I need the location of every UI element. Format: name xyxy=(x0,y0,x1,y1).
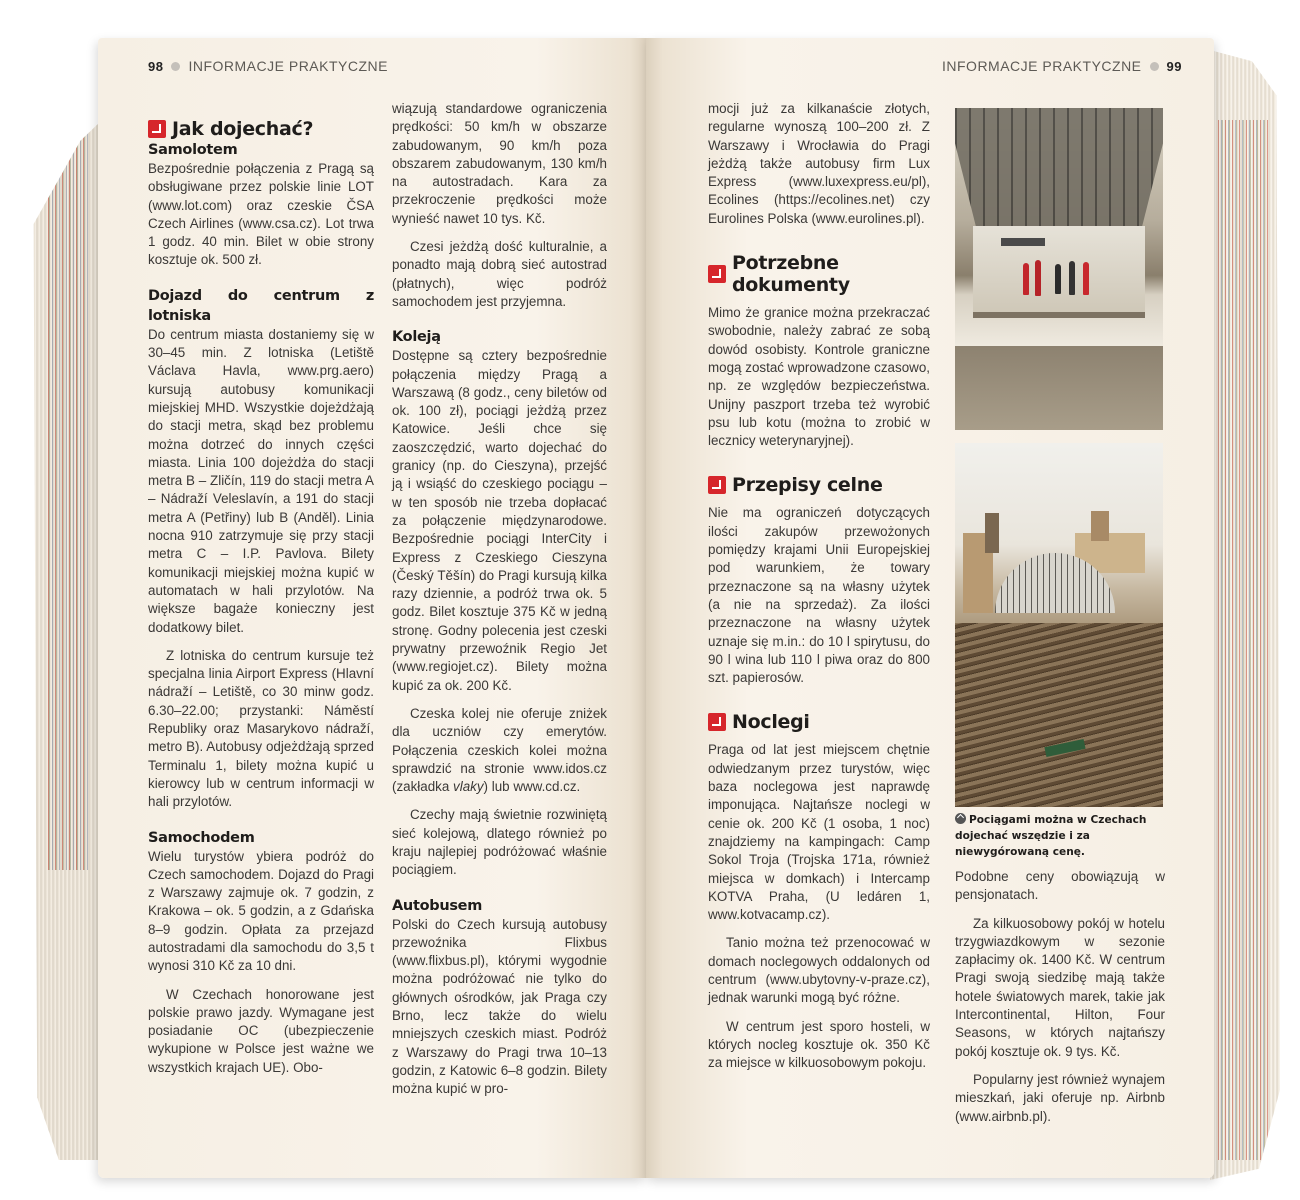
metro-station-photo xyxy=(955,108,1163,430)
caption-text: Pociągami można w Czechach dojechać wszędzie i za niewygórowaną cenę. xyxy=(955,814,1147,858)
subheading-koleja: Koleją xyxy=(392,329,441,346)
paragraph-pensjonaty: Podobne ceny obowiązują w pensjonatach. xyxy=(955,869,1165,903)
heading-noclegi xyxy=(708,711,930,733)
paragraph-hotele: Za kilkuosobowy pokój w hotelu trzygwiazdkowym w sezonie zapłacimy ok. 1400 Kč. W centrum Pragi swoją siedzibę mają także hotele światowych marek, takie jak Intercontinental, Hilton, Four Seasons, w których najtańszy pokój kosztuje ok. 9 tys. Kč. xyxy=(955,915,1165,1059)
text-italic: vlaky xyxy=(453,779,484,795)
photo-person xyxy=(1035,260,1041,296)
paragraph-ograniczenia: wiązują standardowe ograniczenia prędkości: 50 km/h w obszarze zabudowanym, 90 km/h poza obszarem zabudowanym, 130 km/h na autostradach. Kara za przekroczenie prędkości może wynieść nawet 10 tys. Kč. xyxy=(392,101,607,226)
photo-tower xyxy=(985,513,999,553)
photo-station-sign xyxy=(1001,238,1045,246)
photo-person xyxy=(1083,262,1089,295)
paragraph-noclegi-3: W centrum jest sporo hosteli, w których nocleg kosztuje ok. 350 Kč za miejsce w kilkuosobowym pokoju. xyxy=(708,1018,930,1071)
book-edge-right xyxy=(1210,50,1280,1180)
heading-text: Potrzebne dokumenty xyxy=(732,252,850,297)
heading-jak-dojechac xyxy=(148,118,374,140)
photo-tower xyxy=(1091,511,1109,541)
page-number-left: 98 xyxy=(148,58,164,74)
left-page xyxy=(98,38,646,1178)
subheading-samolotem: Samolotem xyxy=(148,142,238,158)
heading-przepisy-celne xyxy=(708,474,930,496)
photo-person xyxy=(1023,263,1029,295)
paragraph-koleja-2 xyxy=(392,705,607,796)
subheading-autobusem: Autobusem xyxy=(392,897,483,914)
paragraph-przepisy-celne: Nie ma ograniczeń dotyczących ilości zakupów przewożonych pomiędzy krajami Unii Europejskiej pod warunkiem, że towary przeznaczone są na własny użytek (a nie na sprzedaż). Za ilości przeznaczone na własny użytek uznaje się m.in.: do 10 l spirytusu, do 90 l wina lub 110 l piwa oraz do 800 szt. papierosów. xyxy=(708,505,930,686)
right-page-header xyxy=(942,58,1182,74)
paragraph-dokumenty: Mimo że granice można przekraczać swobodnie, należy zabrać ze sobą dowód osobisty. Kontrole graniczne mogą zostać wprowadzone czasowo, np. ze względów bezpieczeństwa. Unijny paszport trzeba też wyrobić psu lub kotu (można to zrobić w lecznicy weterynaryjnej). xyxy=(708,305,930,449)
paragraph-autobusem: Polski do Czech kursują autobusy przewoźnika Flixbus (www.flixbus.pl), którymi wygodnie można podróżować nie tylko do głównych ośrodków, jak Praga czy Brno, lecz także do wielu mniejszych czeskich miast. Podróż z Warszawy do Pragi trwa 10–13 godzin, z Katowic 6–8 godzin. Bilety można kupić w pro- xyxy=(392,916,607,1097)
subheading-samochodem: Samochodem xyxy=(148,829,255,846)
page-number-right: 99 xyxy=(1166,58,1182,74)
running-head-right: INFORMACJE PRAKTYCZNE xyxy=(942,58,1142,74)
paragraph-noclegi-1: Praga od lat jest miejscem chętnie odwiedzanym przez turystów, więc baza noclegowa jest naprawdę imponująca. Najtańsze noclegi w cenie ok. 200 Kč (1 osoba, 1 noc) znajdziemy na kampingach: Camp Sokol Troja (Trojska 171a, również miejsca w domkach) i Intercamp KOTVA Praha, (U ledáren 1, www.kotvacamp.cz). xyxy=(708,742,930,923)
caption-arrow-icon xyxy=(955,813,966,824)
right-column-1 xyxy=(708,100,930,1072)
left-page-header xyxy=(148,58,388,74)
paragraph-koleja-3: Czechy mają świetnie rozwiniętą sieć kolejową, dlatego również po kraju najlepiej podróżować właśnie pociągiem. xyxy=(392,807,607,878)
paragraph-samolotem: Bezpośrednie połączenia z Pragą są obsługiwane przez polskie linie LOT (www.lot.com) oraz czeskie ČSA Czech Airlines (www.csa.cz). Lot trwa 1 godz. 40 min. Bilet w obie strony kosztuje ok. 500 zł. xyxy=(148,161,374,268)
paragraph-dojazd-1: Do centrum miasta dostaniemy się w 30–45 min. Z lotniska (Letiště Václava Havla, www.prg.aero) kursują autobusy komunikacji miejskiej MHD. Wszystkie dojeżdżają do stacji metra, skąd bez problemu można dotrzeć do innych części miasta. Linia 100 dojeżdża do stacji metra B – Zličín, 119 do stacji metra A – Nádraží Veleslavín, a 191 do stacji metra A (Petřiny) lub B (Anděl). Linia nocna 910 zatrzymuje się przy stacji metra C – I.P. Pavlova. Bilety komunikacji miejskiej można kupić w automatach w hali przylotów. Na większe bagaże konieczny jest dodatkowy bilet. xyxy=(148,326,374,635)
left-column-1 xyxy=(148,118,374,1077)
paragraph-airbnb: Popularny jest również wynajem mieszkań, jaki oferuje np. Airbnb (www.airbnb.pl). xyxy=(955,1071,1165,1124)
paragraph-noclegi-2: Tanio można też przenocować w domach noclegowych oddalonych od centrum (www.ubytovny-v-praze.cz), jednak warunki mogą być różne. xyxy=(708,935,930,1006)
text-segment: Czeska kolej nie oferuje zniżek dla uczniów czy emerytów. Połączenia czeskich kolei można sprawdzić na stronie www.idos.cz (zakładka xyxy=(392,705,607,795)
running-head-left: INFORMACJE PRAKTYCZNE xyxy=(188,58,388,74)
heading-dokumenty xyxy=(708,252,930,296)
photo-railway-tracks xyxy=(955,623,1163,807)
text-segment: ) lub www.cd.cz. xyxy=(483,779,581,795)
photo-platform-floor xyxy=(955,346,1163,430)
photo-caption xyxy=(955,812,1170,860)
section-arrow-icon xyxy=(148,120,166,138)
photo-person xyxy=(1069,261,1075,295)
header-dot-icon xyxy=(1150,62,1159,71)
left-column-2 xyxy=(392,100,607,1099)
heading-text: Przepisy celne xyxy=(732,474,883,497)
section-arrow-icon xyxy=(708,265,726,283)
paragraph-koleja-1: Dostępne są cztery bezpośrednie połączenia między Pragą a Warszawą (8 godz., ceny biletów od ok. 100 zł), pociągi jeżdżą przez Katowice. Jeśli chce się zaoszczędzić, warto dojechać do granicy (np. do Cieszyna), przejść ją i wsiąść do czeskiego pociągu – w ten sposób nie trzeba dopłacać za połączenie międzynarodowe. Bezpośrednie pociągi InterCity i Express z Czeskiego Cieszyna (Český Těšín) do Pragi kursują kilka razy dziennie, a podróż trwa ok. 5 godz. Bilet kosztuje 375 Kč w jedną stronę. Godny polecenia jest czeski prywatny przewoźnik Regio Jet (www.regiojet.cz). Bilety można kupić za ok. 200 Kč. xyxy=(392,348,607,693)
paragraph-autobus-cont: mocji już za kilkanaście złotych, regularne wynoszą 100–200 zł. Z Warszawy i Wrocławia do Pragi jeżdżą także autobusy firm Lux Express (www.luxexpress.eu/pl), Ecolines (https://ecolines.net) czy Eurolines Polska (www.eurolines.pl). xyxy=(708,101,930,226)
subheading-dojazd: Dojazd do centrum z lotniska xyxy=(148,287,374,324)
heading-text: Noclegi xyxy=(732,711,810,734)
section-arrow-icon xyxy=(708,476,726,494)
paragraph-samochodem-2: W Czechach honorowane jest polskie prawo jazdy. Wymagane jest posiadanie OC (ubezpieczenie wykupione w Polsce jest ważne we wszystkich krajach UE). Obo- xyxy=(148,986,374,1075)
right-column-2 xyxy=(955,868,1165,1126)
paragraph-samochodem-1: Wielu turystów ybiera podróż do Czech samochodem. Dojazd do Pragi z Warszawy zajmuje ok. 7 godzin, z Krakowa – ok. 5 godzin, a z Gdańska 8–9 godzin. Opłata za przejazd autostradami dla samochodu do 3,5 t wynosi 310 Kč za 10 dni. xyxy=(148,848,374,974)
book-edge-left xyxy=(30,120,102,1160)
section-arrow-icon xyxy=(708,713,726,731)
paragraph-dojazd-2: Z lotniska do centrum kursuje też specjalna linia Airport Express (Hlavní nádraží – Letiště, co 30 minw godz. 6.30–22.00; przystanki: Náměstí Republiky oraz Masarykovo nádraží, metro B). Autobusy odjeżdżają sprzed Terminalu 1, bilety można kupić u kierowcy lub w centrum informacji w hali przylotów. xyxy=(148,647,374,810)
heading-text: Jak dojechać? xyxy=(172,118,314,140)
photo-ceiling xyxy=(955,108,1163,226)
train-station-photo xyxy=(955,443,1163,807)
header-dot-icon xyxy=(171,62,180,71)
paragraph-czesi: Czesi jeżdżą dość kulturalnie, a ponadto mają dobrą sieć autostrad (płatnych), więc podróż samochodem jest przyjemna. xyxy=(392,239,607,309)
photo-person xyxy=(1055,264,1061,294)
